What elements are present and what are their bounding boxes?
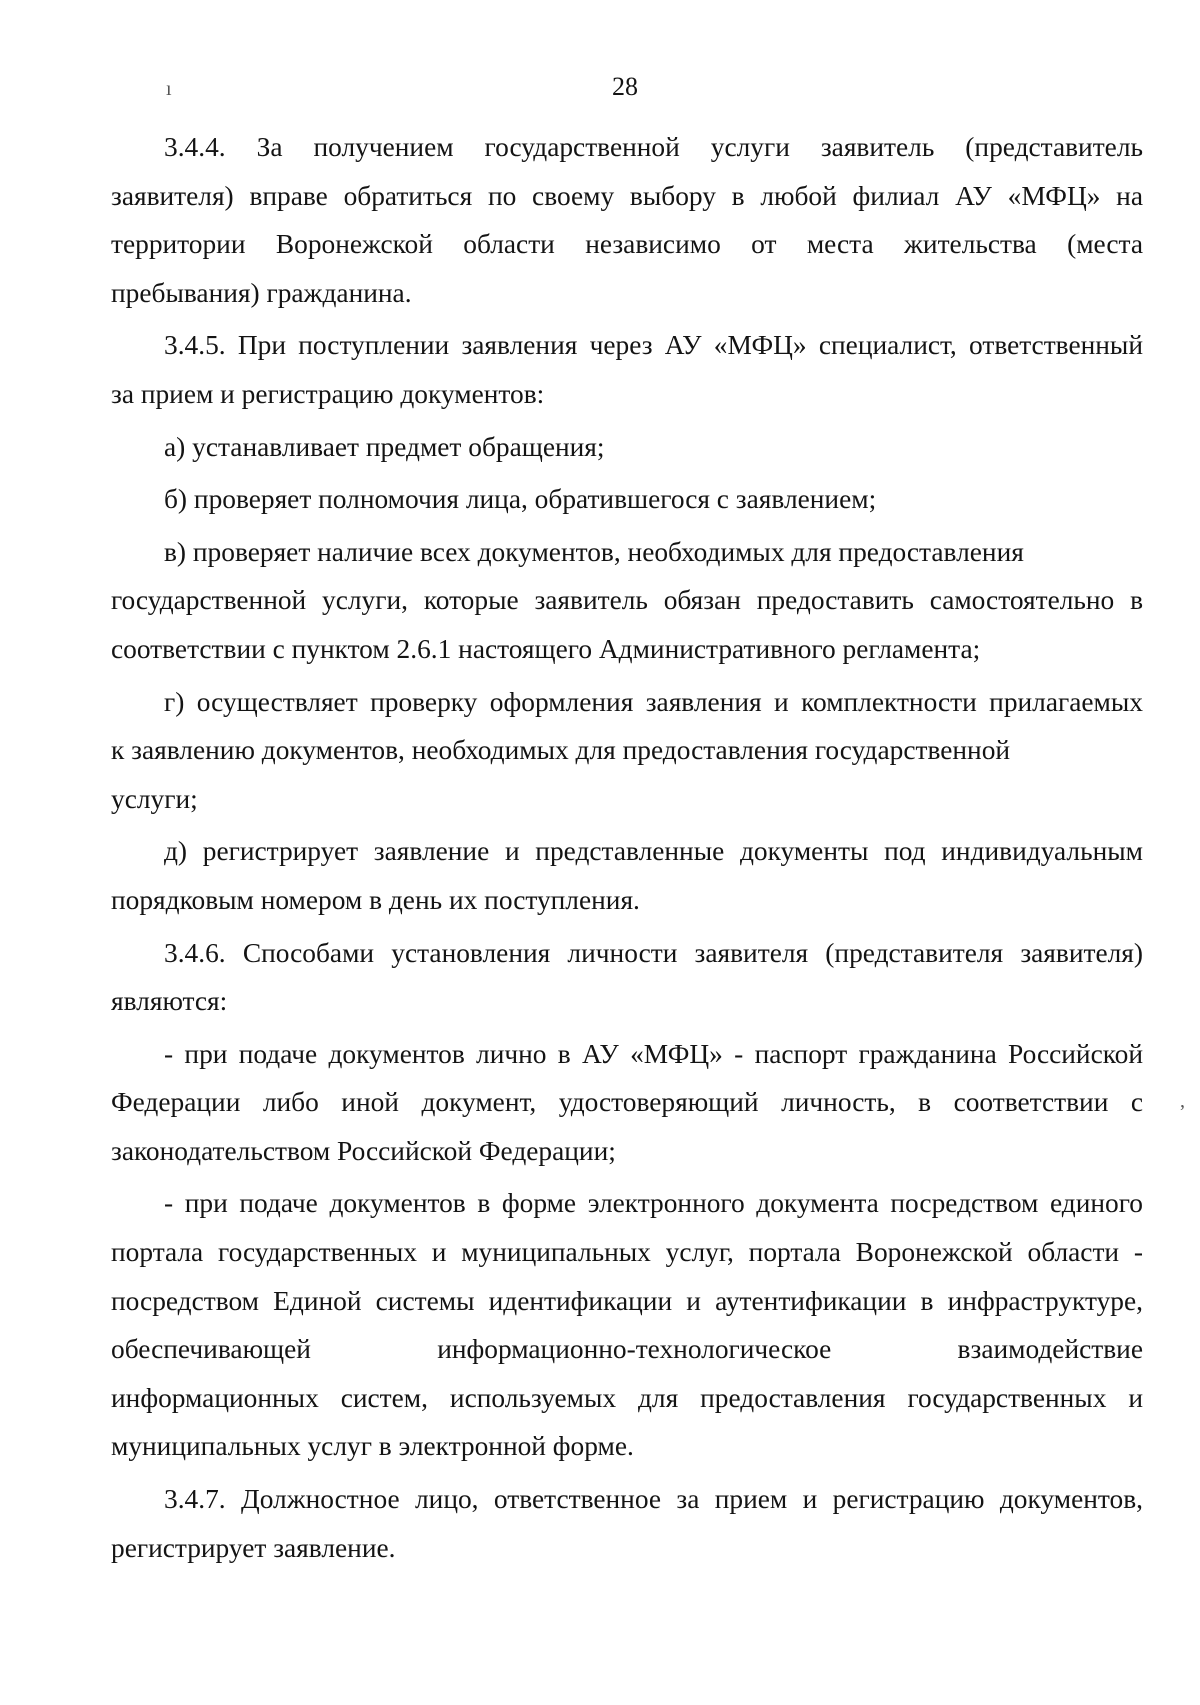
paragraph-3-4-6 bbox=[111, 929, 1143, 1026]
text-line: порядковым номером в день их поступления. bbox=[111, 884, 640, 915]
text-line: - при подаче документов лично в АУ «МФЦ» - паспорт гражданина Российской bbox=[164, 1038, 1143, 1069]
text-line: 3.4.7. Должностное лицо, ответственное за прием и регистрацию документов, bbox=[164, 1484, 1143, 1515]
text-line: 3.4.5. При поступлении заявления через АУ «МФЦ» специалист, ответственный bbox=[164, 330, 1143, 361]
list-item-d bbox=[111, 827, 1143, 924]
text-line: б) проверяет полномочия лица, обратившегося с заявлением; bbox=[164, 484, 877, 515]
text-line: государственной услуги, которые заявитель обязан предоставить самостоятельно в bbox=[111, 585, 1143, 616]
text-line: д) регистрирует заявление и представленные документы под индивидуальным bbox=[164, 836, 1143, 867]
text-line: в) проверяет наличие всех документов, необходимых для предоставления bbox=[164, 536, 1024, 567]
paragraph-3-4-7 bbox=[111, 1475, 1143, 1572]
paragraph-3-4-4 bbox=[111, 123, 1143, 317]
text-line: г) осуществляет проверку оформления заявления и комплектности прилагаемых bbox=[164, 686, 1143, 717]
text-line: - при подаче документов в форме электронного документа посредством единого bbox=[164, 1188, 1143, 1219]
paragraph-3-4-5 bbox=[111, 321, 1143, 418]
dash-item-electronic bbox=[111, 1179, 1143, 1471]
list-item-v bbox=[111, 528, 1143, 674]
text-line: заявителя) вправе обратиться по своему выбору в любой филиал АУ «МФЦ» на bbox=[111, 180, 1143, 211]
list-item-a bbox=[111, 423, 1143, 472]
text-line: 3.4.6. Способами установления личности заявителя (представителя заявителя) bbox=[164, 937, 1143, 968]
list-item-b bbox=[111, 475, 1143, 524]
text-line: соответствии с пунктом 2.6.1 настоящего Административного регламента; bbox=[111, 633, 981, 664]
scan-mark: , bbox=[1180, 1090, 1185, 1112]
text-line: территории Воронежской области независимо от места жительства (места bbox=[111, 229, 1143, 260]
text-line: услуги; bbox=[111, 783, 198, 814]
text-line: регистрирует заявление. bbox=[111, 1532, 396, 1563]
text-line: портала государственных и муниципальных услуг, портала Воронежской области - bbox=[111, 1237, 1143, 1268]
text-line: муниципальных услуг в электронной форме. bbox=[111, 1431, 634, 1462]
text-line: за прием и регистрацию документов: bbox=[111, 378, 545, 409]
scan-mark: ı bbox=[166, 78, 172, 100]
text-line: к заявлению документов, необходимых для предоставления государственной bbox=[111, 735, 1011, 766]
text-line: а) устанавливает предмет обращения; bbox=[164, 431, 605, 462]
text-line: пребывания) гражданина. bbox=[111, 277, 412, 308]
list-item-g bbox=[111, 678, 1143, 824]
text-line: законодательством Российской Федерации; bbox=[111, 1135, 616, 1166]
dash-item-personal bbox=[111, 1030, 1143, 1176]
text-line: информационных систем, используемых для предоставления государственных и bbox=[111, 1382, 1143, 1413]
text-line: обеспечивающей информационно-технологическое взаимодействие bbox=[111, 1334, 1143, 1365]
text-line: Федерации либо иной документ, удостоверяющий личность, в соответствии с bbox=[111, 1087, 1143, 1118]
text-line: посредством Единой системы идентификации и аутентификации в инфраструктуре, bbox=[111, 1285, 1143, 1316]
document-body bbox=[111, 123, 1143, 1572]
page-number: 28 bbox=[612, 72, 638, 101]
text-line: являются: bbox=[111, 986, 228, 1017]
text-line: 3.4.4. За получением государственной услуги заявитель (представитель bbox=[164, 132, 1143, 162]
